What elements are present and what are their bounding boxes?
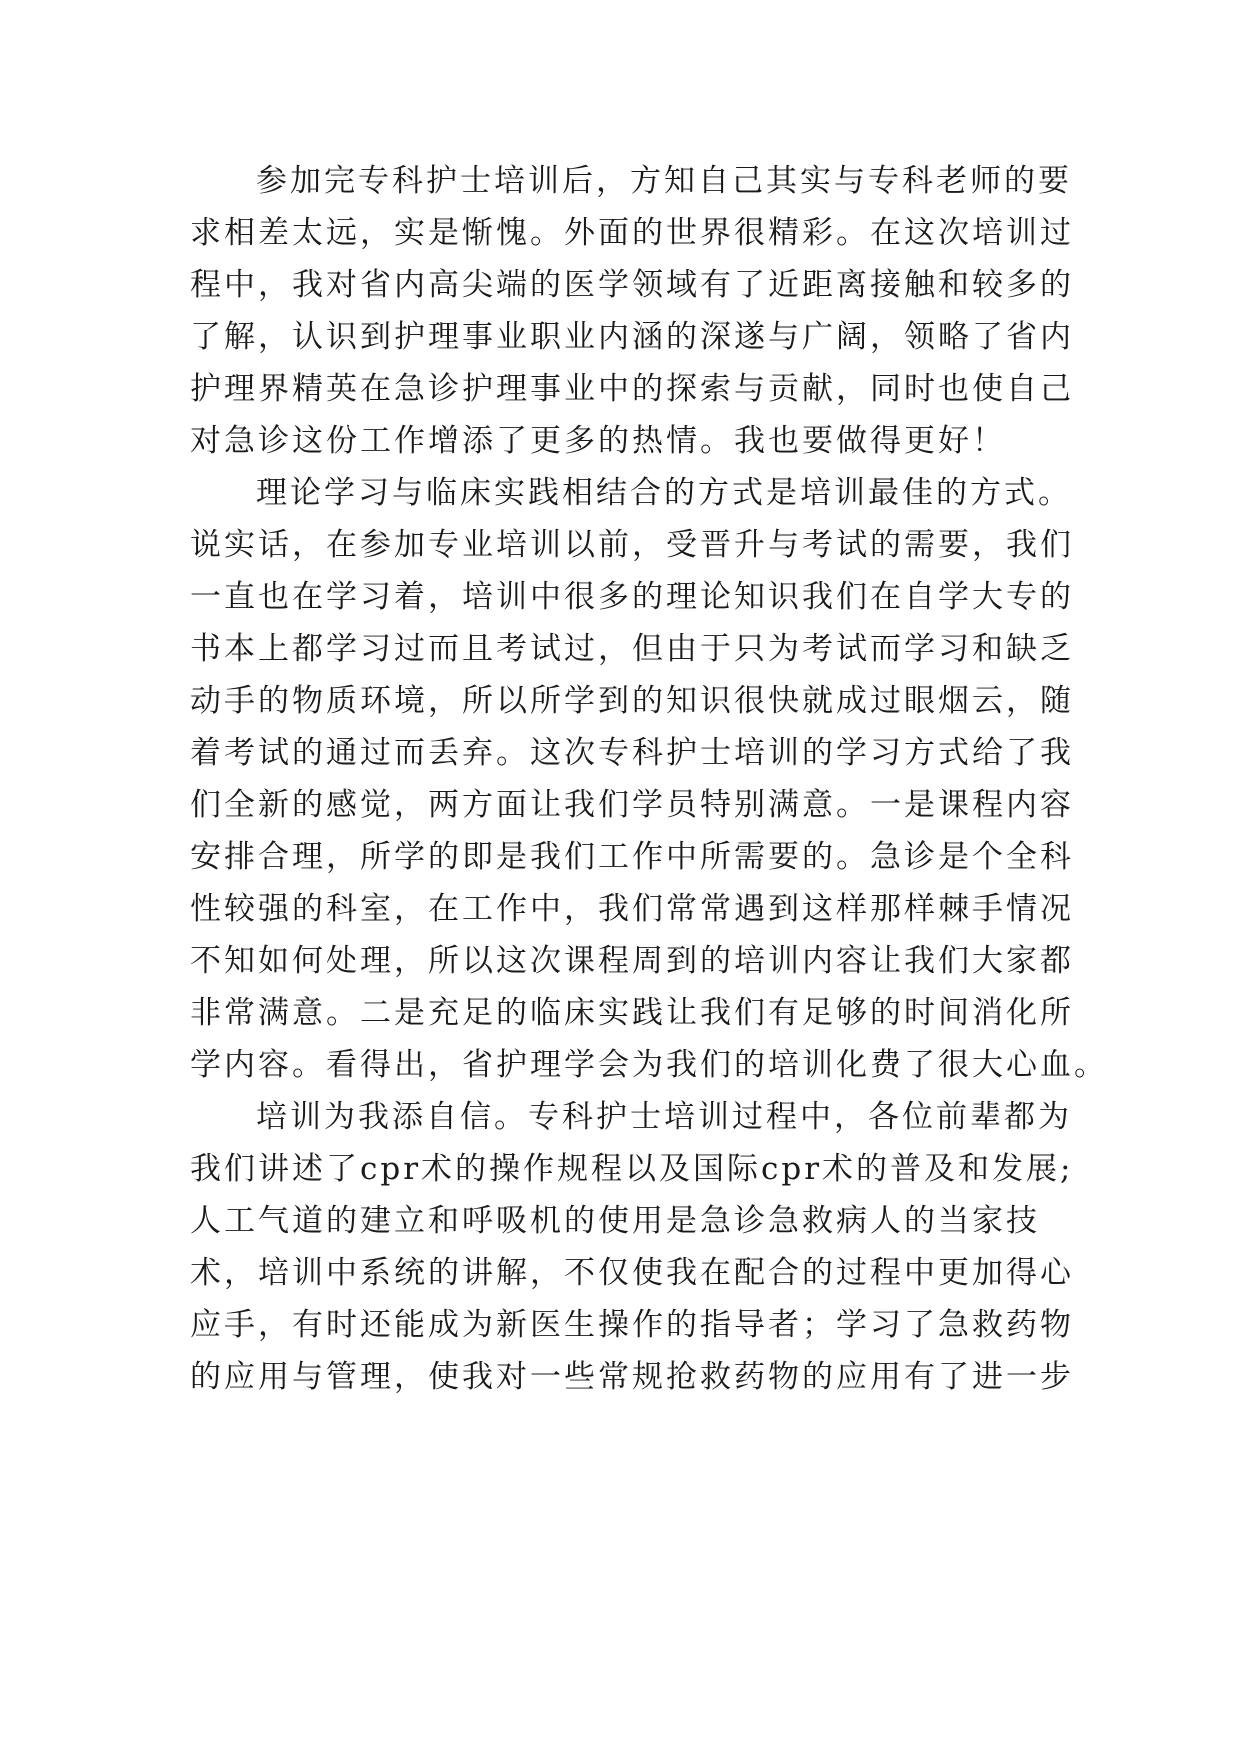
body-text: [190, 155, 1108, 1403]
text-line: 了解，认识到护理事业职业内涵的深遂与广阔，领略了省内: [190, 319, 1074, 355]
paragraph-2: [190, 467, 1108, 1091]
text-line: 说实话，在参加专业培训以前，受晋升与考试的需要，我们: [190, 527, 1074, 563]
text-line: 我们讲述了cpr术的操作规程以及国际cpr术的普及和发展;: [190, 1151, 1074, 1187]
text-line: 求相差太远，实是惭愧。外面的世界很精彩。在这次培训过: [190, 215, 1074, 251]
text-line: 安排合理，所学的即是我们工作中所需要的。急诊是个全科: [190, 839, 1074, 875]
text-line: 们全新的感觉，两方面让我们学员特别满意。一是课程内容: [190, 787, 1074, 823]
text-line: 学内容。看得出，省护理学会为我们的培训化费了很大心血。: [190, 1047, 1108, 1083]
text-line: 不知如何处理，所以这次课程周到的培训内容让我们大家都: [190, 943, 1074, 979]
text-line: 着考试的通过而丢弃。这次专科护士培训的学习方式给了我: [190, 735, 1074, 771]
paragraph-1: [190, 155, 1075, 467]
text-line: 性较强的科室，在工作中，我们常常遇到这样那样棘手情况: [190, 891, 1074, 927]
paragraph-3: [190, 1091, 1075, 1403]
text-line: 人工气道的建立和呼吸机的使用是急诊急救病人的当家技: [190, 1203, 1040, 1239]
text-line: 应手，有时还能成为新医生操作的指导者；学习了急救药物: [190, 1307, 1074, 1343]
text-line: 培训为我添自信。专科护士培训过程中，各位前辈都为: [256, 1099, 1072, 1135]
text-line: 的应用与管理，使我对一些常规抢救药物的应用有了进一步: [190, 1359, 1074, 1395]
text-line: 参加完专科护士培训后，方知自己其实与专科老师的要: [256, 163, 1072, 199]
text-line: 术，培训中系统的讲解，不仅使我在配合的过程中更加得心: [190, 1255, 1074, 1291]
text-line: 一直也在学习着，培训中很多的理论知识我们在自学大专的: [190, 579, 1074, 615]
text-line: 程中，我对省内高尖端的医学领域有了近距离接触和较多的: [190, 267, 1074, 303]
text-line: 动手的物质环境，所以所学到的知识很快就成过眼烟云，随: [190, 683, 1074, 719]
text-line: 护理界精英在急诊护理事业中的探索与贡献，同时也使自己: [190, 371, 1074, 407]
text-line: 书本上都学习过而且考试过，但由于只为考试而学习和缺乏: [190, 631, 1074, 667]
text-line: 非常满意。二是充足的临床实践让我们有足够的时间消化所: [190, 995, 1074, 1031]
text-line: 理论学习与临床实践相结合的方式是培训最佳的方式。: [256, 475, 1072, 511]
text-line: 对急诊这份工作增添了更多的热情。我也要做得更好！: [190, 423, 1006, 459]
